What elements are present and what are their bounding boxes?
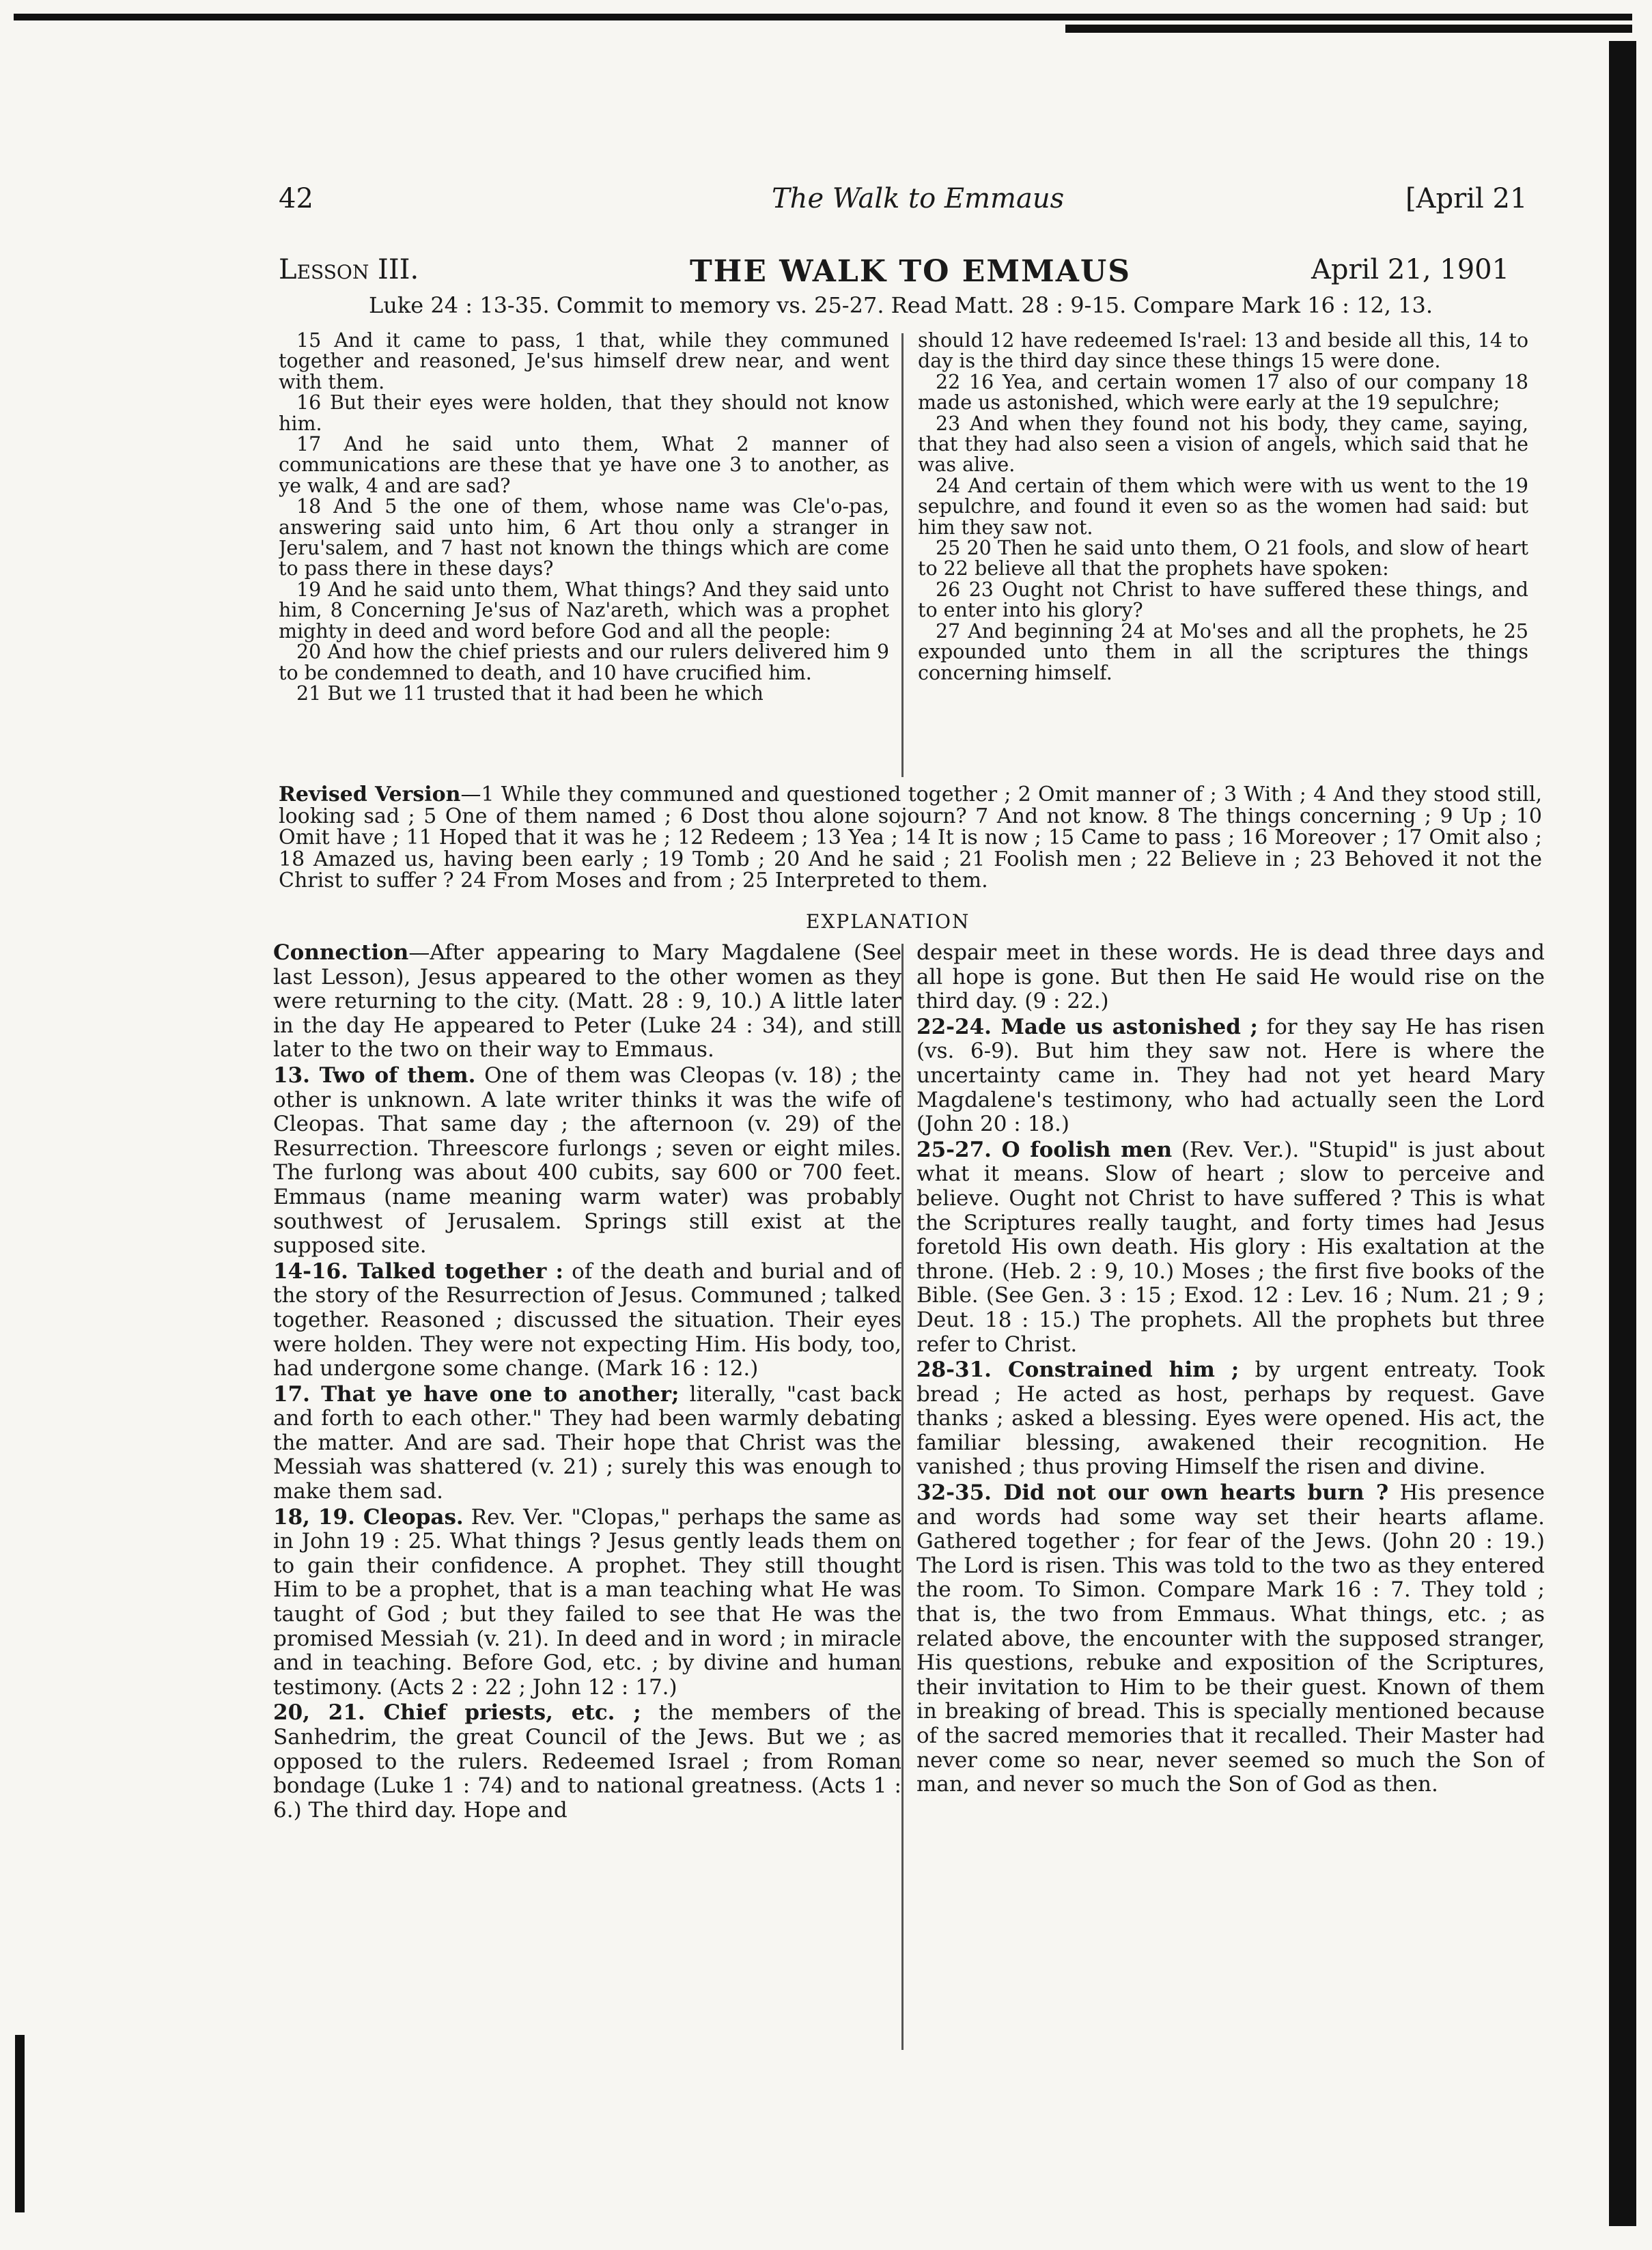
explanation-text: One of them was Cleopas (v. 18) ; the other is unknown. A late writer thinks it was the wife of Cleopas. That same day ; the afternoon (v. 29) of the Resurrection. Threescore furlongs ; seven or eight miles. The furlong was about 400 cubits, say 600 or 700 feet. Emmaus (name meaning warm water) was probably southwest of Jerusalem. Springs still exist at the supposed site. xyxy=(273,1063,901,1258)
binding-mark xyxy=(15,2035,25,2212)
explanation-paragraph xyxy=(916,941,1545,1014)
verse: 19 And he said unto them, What things? And they said unto him, 8 Concerning Je'sus of Naz'areth, which was a prophet mighty in deed and word before God and all the people: xyxy=(279,578,889,643)
explanation-head: 17. That ye have one to another; xyxy=(273,1381,680,1407)
page-number: 42 xyxy=(279,183,313,214)
verse: 27 And beginning 24 at Mo'ses and all the prophets, he 25 expounded unto them in all the scriptures the things concerning himself. xyxy=(918,619,1528,684)
explanation-head: 25-27. O foolish men xyxy=(916,1137,1173,1162)
page-edge-shadow xyxy=(1609,41,1636,2226)
explanation-text: His presence and words had some way set their hearts aflame. Gathered together ; for fear of the Jews. (John 20 : 19.) The Lord is risen. This was told to the two as they entered the room. To Simon. Compare Mark 16 : 7. They told ; that is, the two from Emmaus. What things, etc. ; as related above, the encounter with the supposed stranger, His questions, rebuke and exposition of the Scriptures, their invitation to Him to be their guest. Known of them in breaking of bread. This is specially mentioned because of the sacred memories that it recalled. Their Master had never come so near, never seemed so much the Son of man, and never so much the Son of God as then. xyxy=(916,1480,1545,1797)
explanation-paragraph xyxy=(916,1358,1545,1480)
revised-version-text: —1 While they communed and questioned together ; 2 Omit manner of ; 3 With ; 4 And they stood still, looking sad ; 5 One of them named ; 6 Dost thou alone sojourn? 7 And not know. 8 The things concerning ; 9 Up ; 10 Omit have ; 11 Hoped that it was he ; 12 Redeem ; 13 Yea ; 14 It is now ; 15 Came to pass ; 16 Moreover ; 17 Omit also ; 18 Amazed us, having been early ; 19 Tomb ; 20 And he said ; 21 Foolish men ; 22 Believe in ; 23 Behoved it not the Christ to suffer ? 24 From Moses and from ; 25 Interpreted to them. xyxy=(279,784,1542,892)
explanation-text: (Rev. Ver.). "Stupid" is just about what it means. Slow of heart ; slow to perceive and believe. Ought not Christ to have suffered ? This is what the Scriptures really taught, and forty times had Jesus foretold His own death. His glory : His exaltation at the throne. (Heb. 2 : 9, 10.) Moses ; the first five books of the Bible. (See Gen. 3 : 15 ; Exod. 12 : Lev. 16 ; Num. 21 ; 9 ; Deut. 18 : 15.) The prophets. All the prophets but three refer to Christ. xyxy=(916,1137,1545,1357)
explanation-paragraph xyxy=(273,1701,901,1823)
explanation-head: 28-31. Constrained him ; xyxy=(916,1358,1240,1383)
explanation-paragraph xyxy=(916,1015,1545,1137)
explanation-paragraph xyxy=(273,1506,901,1700)
explanation-column-right xyxy=(916,941,1545,2055)
scripture-column-left xyxy=(279,331,889,781)
running-date: [April 21 xyxy=(1405,183,1528,214)
explanation-text: for they say He has risen (vs. 6-9). But him they saw not. Here is where the uncertainty came in. They had not yet heard Mary Magdalene's testimony, who had actually seen the Lord (John 20 : 18.) xyxy=(916,1014,1545,1137)
verse: should 12 have redeemed Is'rael: 13 and beside all this, 14 to day is the third day since these things 15 were done. xyxy=(918,331,1528,373)
scripture-column-right xyxy=(918,331,1528,781)
explanation-head: 32-35. Did not our own hearts burn ? xyxy=(916,1480,1389,1506)
explanation-head: 22-24. Made us astonished ; xyxy=(916,1014,1258,1039)
explanation-text: literally, "cast back and forth to each other." They had been warmly debating the matter. And are sad. Their hope that Christ was the Messiah was shattered (v. 21) ; surely this was enough to make them sad. xyxy=(273,1381,901,1504)
verse: 24 And certain of them which were with us went to the 19 sepulchre, and found it even so as the women had said: but him they saw not. xyxy=(918,474,1528,539)
verse: 17 And he said unto them, What 2 manner of communications are these that ye have one 3 to another, as ye walk, 4 and are sad? xyxy=(279,433,889,497)
verse: 26 23 Ought not Christ to have suffered these things, and to enter into his glory? xyxy=(918,578,1528,622)
verse: 16 But their eyes were holden, that they should not know him. xyxy=(279,391,889,435)
verse: 21 But we 11 trusted that it had been he which xyxy=(296,681,764,705)
explanation-paragraph xyxy=(273,1260,901,1381)
explanation-head: 20, 21. Chief priests, etc. ; xyxy=(273,1700,641,1726)
explanation-paragraph xyxy=(273,941,901,1063)
explanation-text: —After appearing to Mary Magdalene (See last Lesson), Jesus appeared to the other women as they were returning to the city. (Matt. 28 : 9, 10.) A little later in the day He appeared to Peter (Luke 24 : 34), and still later to the two on their way to Emmaus. xyxy=(273,941,901,1063)
revised-version-notes xyxy=(279,784,1542,897)
verse: 20 And how the chief priests and our rulers delivered him 9 to be condemned to death, and 10 have crucified him. xyxy=(279,641,889,684)
explanation-text: the members of the Sanhedrim, the great Council of the Jews. But we ; as opposed to the rulers. Redeemed Israel ; from Roman bondage (Luke 1 : 74) and to national greatness. (Acts 1 : 6.) The third day. Hope and xyxy=(273,1700,901,1823)
lesson-title: THE WALK TO EMMAUS xyxy=(690,254,1132,289)
explanation-head: 14-16. Talked together : xyxy=(273,1258,563,1284)
explanation-head: 18, 19. Cleopas. xyxy=(273,1504,464,1530)
verse: 25 20 Then he said unto them, O 21 fools, and slow of heart to 22 believe all that the prophets have spoken: xyxy=(918,537,1528,580)
verse: 15 And it came to pass, 1 that, while they communed together and reasoned, Je'sus himself drew near, and went with them. xyxy=(279,331,889,393)
verse: 18 And 5 the one of them, whose name was Cle'o-pas, answering said unto him, 6 Art thou only a stranger in Jeru'salem, and 7 hast not known the things which are come to pass there in these days? xyxy=(279,495,889,580)
explanation-head: Connection xyxy=(273,941,409,965)
explanation-paragraph xyxy=(916,1138,1545,1357)
top-rule xyxy=(14,14,1632,20)
explanation-heading: EXPLANATION xyxy=(806,910,970,933)
revised-version-label: Revised Version xyxy=(279,784,461,806)
explanation-text: Rev. Ver. "Clopas," perhaps the same as in John 19 : 25. What things ? Jesus gently leads them on to gain their confidence. A prophet. They still thought Him to be a prophet, that is a man teaching what He was taught of God ; but they failed to see that He was the promised Messiah (v. 21). In deed and in word ; in miracle and in teaching. Before God, etc. ; by divine and human testimony. (Acts 2 : 22 ; John 12 : 17.) xyxy=(273,1504,901,1700)
explanation-column-left xyxy=(273,941,901,2055)
explanation-text: of the death and burial and of the story of the Resurrection of Jesus. Communed ; talked together. Reasoned ; discussed the situation. Their eyes were holden. They were not expecting Him. His body, too, had undergone some change. (Mark 16 : 12.) xyxy=(273,1258,901,1381)
column-divider xyxy=(901,944,904,2050)
explanation-head: 13. Two of them. xyxy=(273,1063,476,1088)
explanation-paragraph xyxy=(273,1064,901,1258)
verse: 23 And when they found not his body, they came, saying, that they had also seen a vision of angels, which said that he was alive. xyxy=(918,412,1528,477)
lesson-date: April 21, 1901 xyxy=(1311,254,1510,285)
column-divider xyxy=(901,333,904,777)
explanation-text: by urgent entreaty. Took bread ; He acted as host, perhaps by request. Gave thanks ; asked a blessing. Eyes were opened. His act, the familiar blessing, awakened their recognition. He vanished ; thus proving Himself the risen and divine. xyxy=(916,1358,1545,1480)
running-title: The Walk to Emmaus xyxy=(772,183,1065,214)
lesson-number: Lesson III. xyxy=(279,254,419,285)
verse: 22 16 Yea, and certain women 17 also of our company 18 made us astonished, which were early at the 19 sepulchre; xyxy=(918,370,1528,414)
lesson-reference-line: Luke 24 : 13-35. Commit to memory vs. 25-27. Read Matt. 28 : 9-15. Compare Mark 16 : 12, 13. xyxy=(369,292,1433,318)
top-rule-thick xyxy=(1065,25,1632,33)
explanation-paragraph xyxy=(916,1481,1545,1797)
explanation-text: despair meet in these words. He is dead three days and all hope is gone. But then He said He would rise on the third day. (9 : 22.) xyxy=(916,941,1545,1014)
explanation-paragraph xyxy=(273,1383,901,1504)
